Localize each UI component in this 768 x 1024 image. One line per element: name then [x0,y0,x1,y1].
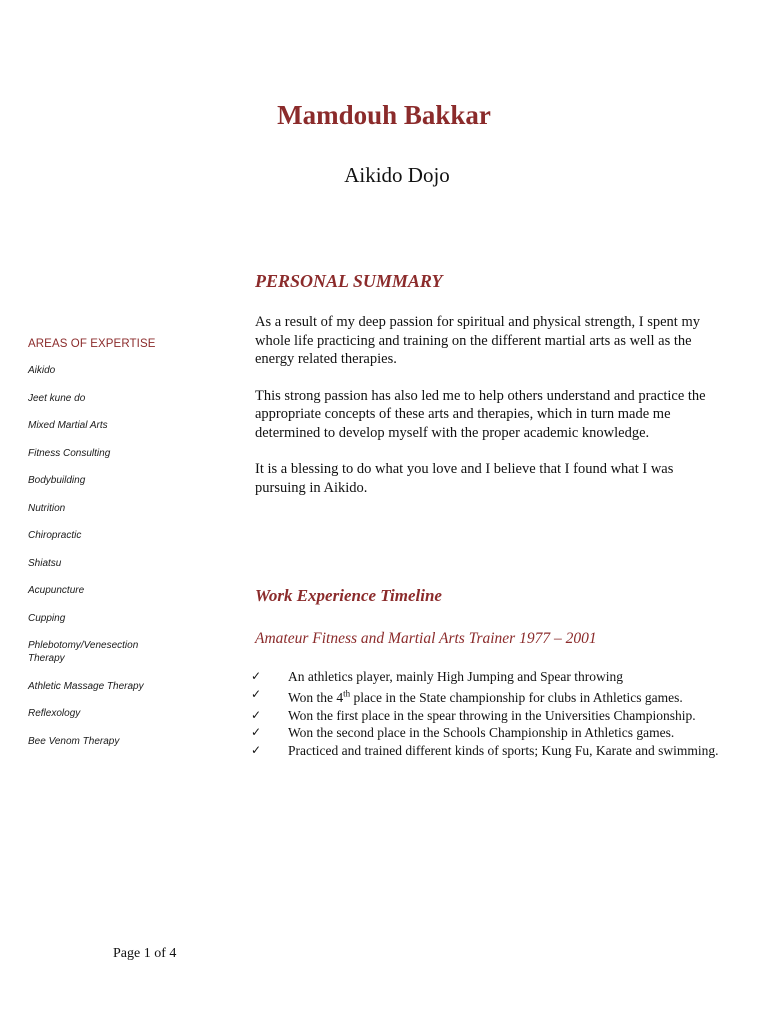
achievement-text-pre: Won the 4 [288,690,344,705]
personal-summary-heading: PERSONAL SUMMARY [255,271,443,291]
expertise-item: Athletic Massage Therapy [28,680,144,692]
achievement-item [251,686,721,707]
expertise-item: Fitness Consulting [28,447,111,459]
expertise-item: Bodybuilding [28,475,86,486]
expertise-item: Chiropractic [28,530,82,541]
achievement-text: Practiced and trained different kinds of sports; Kung Fu, Karate and swimming. [288,742,719,758]
expertise-item: Aikido [28,365,56,376]
achievement-item [251,668,721,685]
page-number: Page 1 of 4 [113,946,177,961]
expertise-item: Cupping [28,612,66,624]
personal-summary-body [255,313,725,515]
achievement-item [251,724,721,741]
achievement-text [288,690,683,705]
expertise-item: Mixed Martial Arts [28,420,108,431]
resume-name: Mamdouh Bakkar [277,100,491,130]
ordinal-suffix: th [343,688,351,699]
check-mark-icon: ✓ [251,669,262,683]
achievement-item [251,707,721,724]
expertise-item: Bee Venom Therapy [28,735,120,747]
check-mark-icon: ✓ [251,742,262,757]
summary-paragraph: It is a blessing to do what you love and I believe that I found what I was pursuing in Aikido. [255,461,674,496]
job-title: Amateur Fitness and Martial Arts Trainer 1977 – 2001 [255,630,597,647]
achievement-text: An athletics player, mainly High Jumping and Spear throwing [288,669,624,684]
expertise-item: Shiatsu [28,557,62,569]
achievement-text: Won the first place in the spear throwing in the Universities Championship. [288,707,696,723]
achievement-text: Won the second place in the Schools Championship in Athletics games. [288,725,675,740]
summary-paragraph: This strong passion has also led me to help others understand and practice the appropriate concepts of these arts and therapies, which in turn made me determined to develop myself with the proper academic knowledge. [255,387,706,441]
check-mark-icon: ✓ [251,707,262,722]
expertise-sidebar [28,338,228,762]
expertise-item: Reflexology [28,708,81,719]
work-experience-heading: Work Experience Timeline [255,586,442,605]
achievement-list [251,668,721,759]
expertise-item: Jeet kune do [28,392,86,404]
resume-subtitle: Aikido Dojo [344,163,450,187]
expertise-item: Phlebotomy/Venesection Therapy [28,640,139,664]
check-mark-icon: ✓ [251,686,262,701]
check-mark-icon: ✓ [251,725,262,739]
expertise-item: Acupuncture [28,585,85,596]
summary-paragraph: As a result of my deep passion for spiritual and physical strength, I spent my whole life practicing and training on the different martial arts as well as the energy related therapies. [255,314,700,367]
expertise-list [28,364,228,748]
achievement-text-post: place in the State championship for clubs in Athletics games. [350,690,683,705]
expertise-title: AREAS OF EXPERTISE [28,338,156,350]
expertise-item: Nutrition [28,502,66,514]
achievement-item [251,742,721,759]
